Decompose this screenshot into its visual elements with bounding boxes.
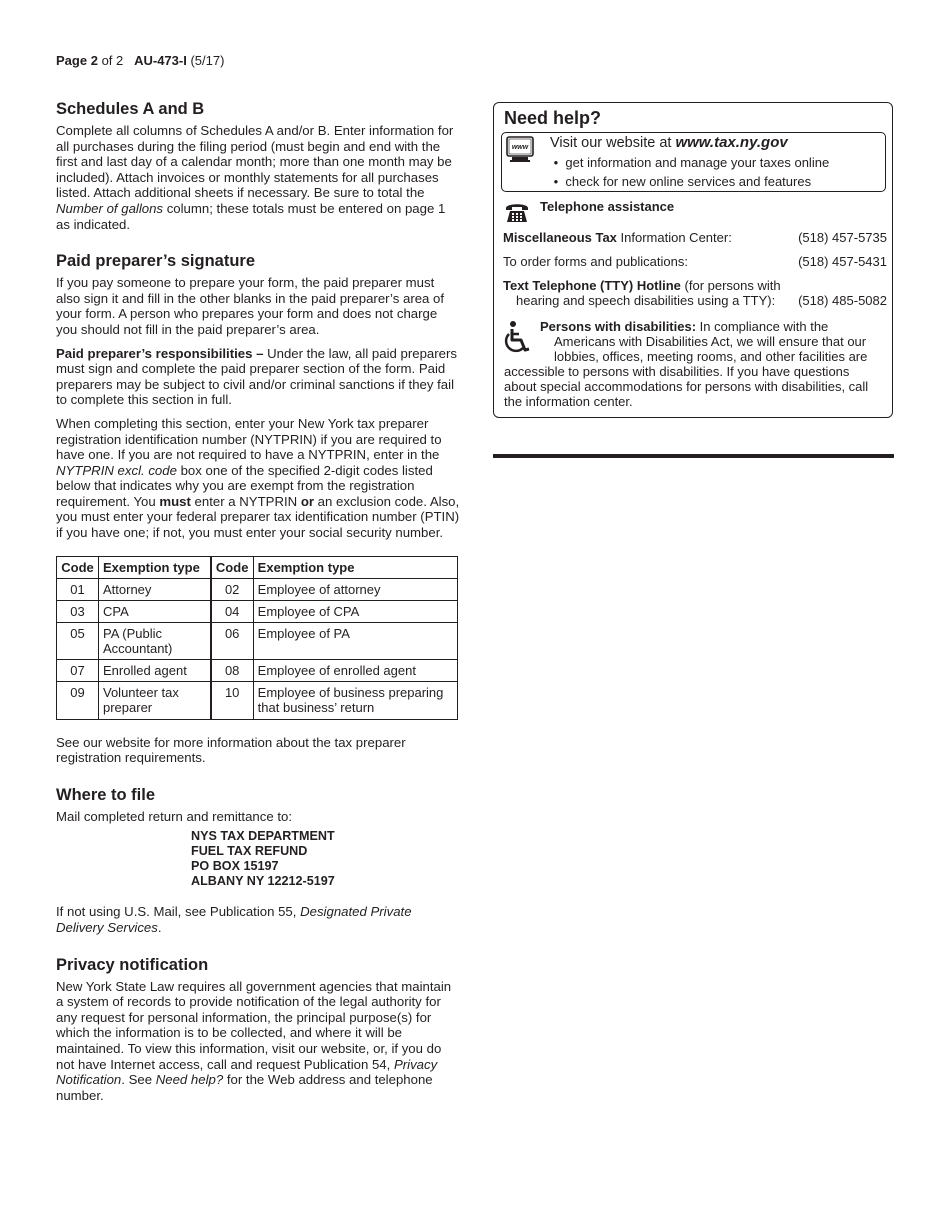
tty-row: Text Telephone (TTY) Hotline (for persons with hearing and speech disabilities using a TTY): (518) 485-5082	[503, 278, 887, 308]
table-row	[57, 622, 458, 659]
svg-text:www: www	[511, 144, 529, 151]
website-link[interactable]: www.tax.ny.gov	[675, 134, 788, 151]
where-to-file-title: Where to file	[56, 785, 156, 804]
table-cell: Volunteer tax preparer	[99, 681, 211, 719]
forms-row: To order forms and publications: (518) 457-5431	[503, 254, 887, 269]
mailing-address	[191, 829, 460, 889]
header-type-1: Exemption type	[99, 556, 211, 578]
exemption-table	[56, 556, 458, 720]
address-line: NYS TAX DEPARTMENT	[191, 829, 335, 844]
address-line: PO BOX 15197	[191, 859, 279, 874]
preparer-nytprin: When completing this section, enter your New York tax preparer registration identification number (NYTPRIN) if you are required to have one. If you are not required to have a NYTPRIN, enter in the NYTPRIN excl. code box one of the specified 2-digit codes listed below that indicates why you are exempt from the registration requirement. You must enter a NYTPRIN or an exclusion code. Also, you must enter your federal preparer tax identification number (PTIN) if you have one; if not, you must enter your social security number.	[56, 415, 460, 541]
bullet-item: • get information and manage your taxes online	[550, 155, 830, 170]
table-cell: 10	[211, 681, 254, 719]
privacy-text: New York State Law requires all government agencies that maintain a system of records to provide notification of the legal authority for any request for personal information, the principal purpose(s) for which the information is to be collected, and where it will be maintained. To view this information, visit our website, or, if you do not have Internet access, call and request Publication 54, Privacy Notification. See Need help? for the Web address and telephone number.	[56, 978, 452, 1103]
form-date: (5/17)	[190, 53, 225, 68]
schedules-text: Complete all columns of Schedules A and/or B. Enter information for all purchases during the filing period (must begin and end with the first and last day of a calendar month; more than one month may be included). Attach invoices or monthly statements for all purchases listed. Attach additional sheets if necessary. Be sure to total the Number of gallons column; these totals must be entered on page 1 as indicated.	[56, 123, 454, 232]
website-box	[501, 132, 886, 192]
website-line: Visit our website at www.tax.ny.gov	[550, 134, 788, 151]
www-monitor-icon	[505, 136, 535, 164]
table-cell: Employee of CPA	[253, 600, 457, 622]
table-cell: Employee of PA	[253, 622, 457, 659]
delivery-note: If not using U.S. Mail, see Publication 55, Designated Private Delivery Services.	[56, 904, 412, 936]
telephone-assistance-title: Telephone assistance	[540, 199, 675, 214]
misc-tax-row: Miscellaneous Tax Information Center: (518) 457-5735	[503, 230, 887, 245]
table-cell: CPA	[99, 600, 211, 622]
table-cell: 09	[57, 681, 99, 719]
table-cell: Enrolled agent	[99, 659, 211, 681]
divider-rule	[493, 454, 894, 458]
table-row	[57, 659, 458, 681]
bullet-item: • check for new online services and features	[550, 174, 812, 189]
page-of: of 2	[101, 53, 124, 68]
preparer-para1: If you pay someone to prepare your form, the paid preparer must also sign it and fill in the other blanks in the paid preparer’s area of your form. A person who prepares your form and does not charge you should not fill in the paid preparer’s area.	[56, 275, 445, 337]
table-cell: 01	[57, 578, 99, 600]
header-code-2: Code	[211, 556, 254, 578]
table-cell: 06	[211, 622, 254, 659]
table-cell: 07	[57, 659, 99, 681]
address-line: ALBANY NY 12212-5197	[191, 874, 335, 889]
table-row	[57, 681, 458, 719]
schedules-title: Schedules A and B	[56, 100, 205, 118]
page-number: 2	[90, 53, 98, 68]
form-id: AU-473-I	[134, 53, 187, 68]
table-cell: PA (Public Accountant)	[99, 622, 211, 659]
where-to-file-intro: Mail completed return and remittance to:	[56, 808, 293, 824]
table-cell: 05	[57, 622, 99, 659]
table-row	[57, 578, 458, 600]
table-cell: Employee of attorney	[253, 578, 457, 600]
address-line: FUEL TAX REFUND	[191, 844, 308, 859]
disabilities-notice: Persons with disabilities: In compliance with the Americans with Disabilities Act, we will ensure that our lobbies, offices, meeting rooms, and other facilities are accessible to persons with disabilities. If you have questions about special accommodations for persons with disabilities, call the information center.	[504, 319, 869, 409]
website-note: See our website for more information about the tax preparer registration requirements.	[56, 734, 406, 766]
forms-phone: (518) 457-5431	[798, 254, 887, 269]
table-cell: 02	[211, 578, 254, 600]
table-cell: 08	[211, 659, 254, 681]
table-header-row	[57, 556, 458, 578]
table-row	[57, 600, 458, 622]
table-cell: 04	[211, 600, 254, 622]
privacy-title: Privacy notification	[56, 955, 209, 974]
misc-tax-phone: (518) 457-5735	[798, 230, 887, 245]
need-help-title: Need help?	[504, 108, 602, 128]
table-cell: Attorney	[99, 578, 211, 600]
header-type-2: Exemption type	[253, 556, 457, 578]
table-cell: 03	[57, 600, 99, 622]
preparer-responsibilities: Paid preparer’s responsibilities – Under the law, all paid preparers must sign and complete the paid preparer section of the form. Paid preparers may be subject to civil and/or criminal sanctions if they fail to complete this section in full.	[56, 345, 457, 408]
instructions-column	[56, 100, 460, 1103]
page-label: Page	[56, 53, 88, 68]
table-cell: Employee of enrolled agent	[253, 659, 457, 681]
header-code-1: Code	[57, 556, 99, 578]
need-help-box	[493, 102, 893, 418]
preparer-title: Paid preparer’s signature	[56, 252, 255, 271]
table-cell: Employee of business preparing that business’ return	[253, 681, 457, 719]
telephone-icon	[504, 200, 530, 224]
page-header	[56, 53, 224, 68]
tty-phone: (518) 485-5082	[798, 293, 887, 308]
